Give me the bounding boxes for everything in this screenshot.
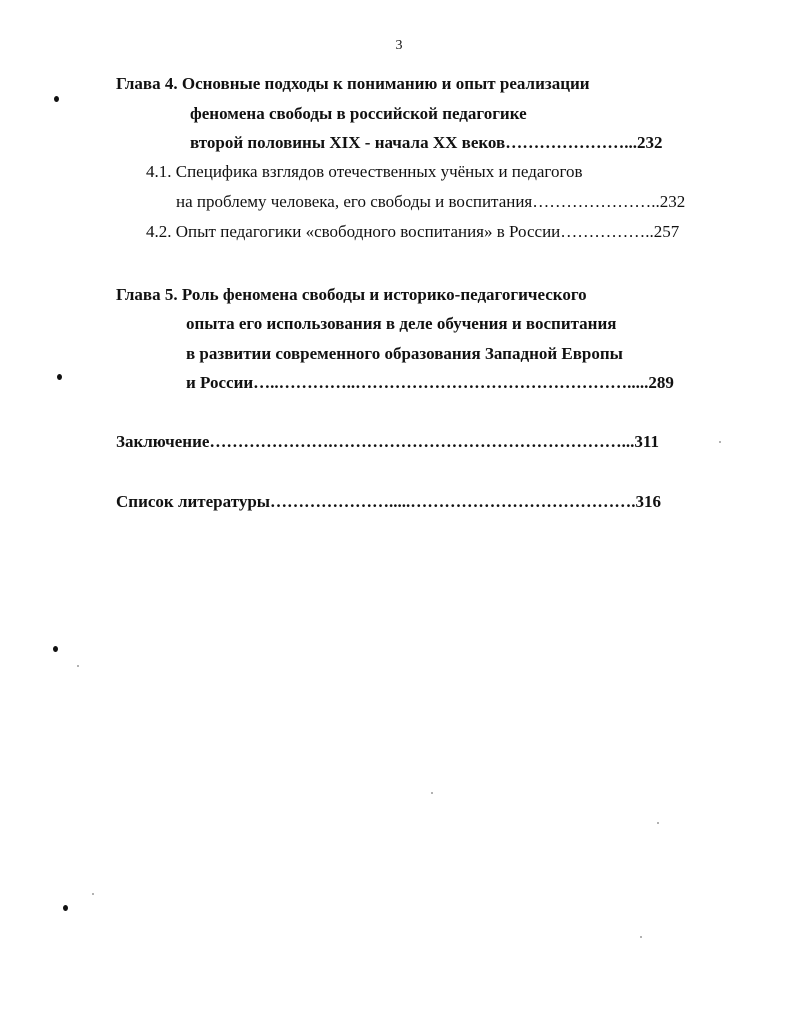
scan-mark (57, 374, 62, 380)
scan-mark (53, 646, 58, 652)
toc-conclusion: Заключение………………….……………………………………………...311 (116, 432, 659, 451)
scan-mark (63, 905, 68, 911)
scan-speck (640, 936, 642, 938)
scan-speck (431, 792, 433, 794)
toc-chapter4-title-line1: Глава 4. Основные подходы к пониманию и опыт реализации (116, 74, 590, 93)
scan-speck (92, 893, 94, 895)
toc-section4-1-line2: на проблему человека, его свободы и воспитания…………………..232 (176, 192, 686, 211)
toc-chapter5-title-line2: опыта его использования в деле обучения и воспитания (186, 314, 617, 333)
page-number: 3 (395, 38, 403, 53)
toc-chapter5-title-line3: в развитии современного образования Западной Европы (186, 344, 623, 363)
scan-speck (719, 441, 721, 443)
toc-chapter4-title-line2: феномена свободы в российской педагогике (190, 104, 527, 123)
toc-chapter5-title-line1: Глава 5. Роль феномена свободы и историко-педагогического (116, 285, 587, 304)
toc-chapter4-title-line3: второй половины XIX - начала XX веков…………………...232 (190, 133, 663, 152)
scan-mark (54, 96, 59, 102)
toc-section4-2-line1: 4.2. Опыт педагогики «свободного воспитания» в России……………..257 (146, 222, 680, 241)
scan-speck (77, 665, 79, 667)
scan-speck (657, 822, 659, 824)
toc-bibliography: Список литературы………………….....………………………………….316 (116, 492, 662, 511)
toc-chapter5-title-line4: и России…..…………..………………………………………….....289 (186, 373, 674, 392)
toc-section4-1-line1: 4.1. Специфика взглядов отечественных учёных и педагогов (146, 162, 583, 181)
